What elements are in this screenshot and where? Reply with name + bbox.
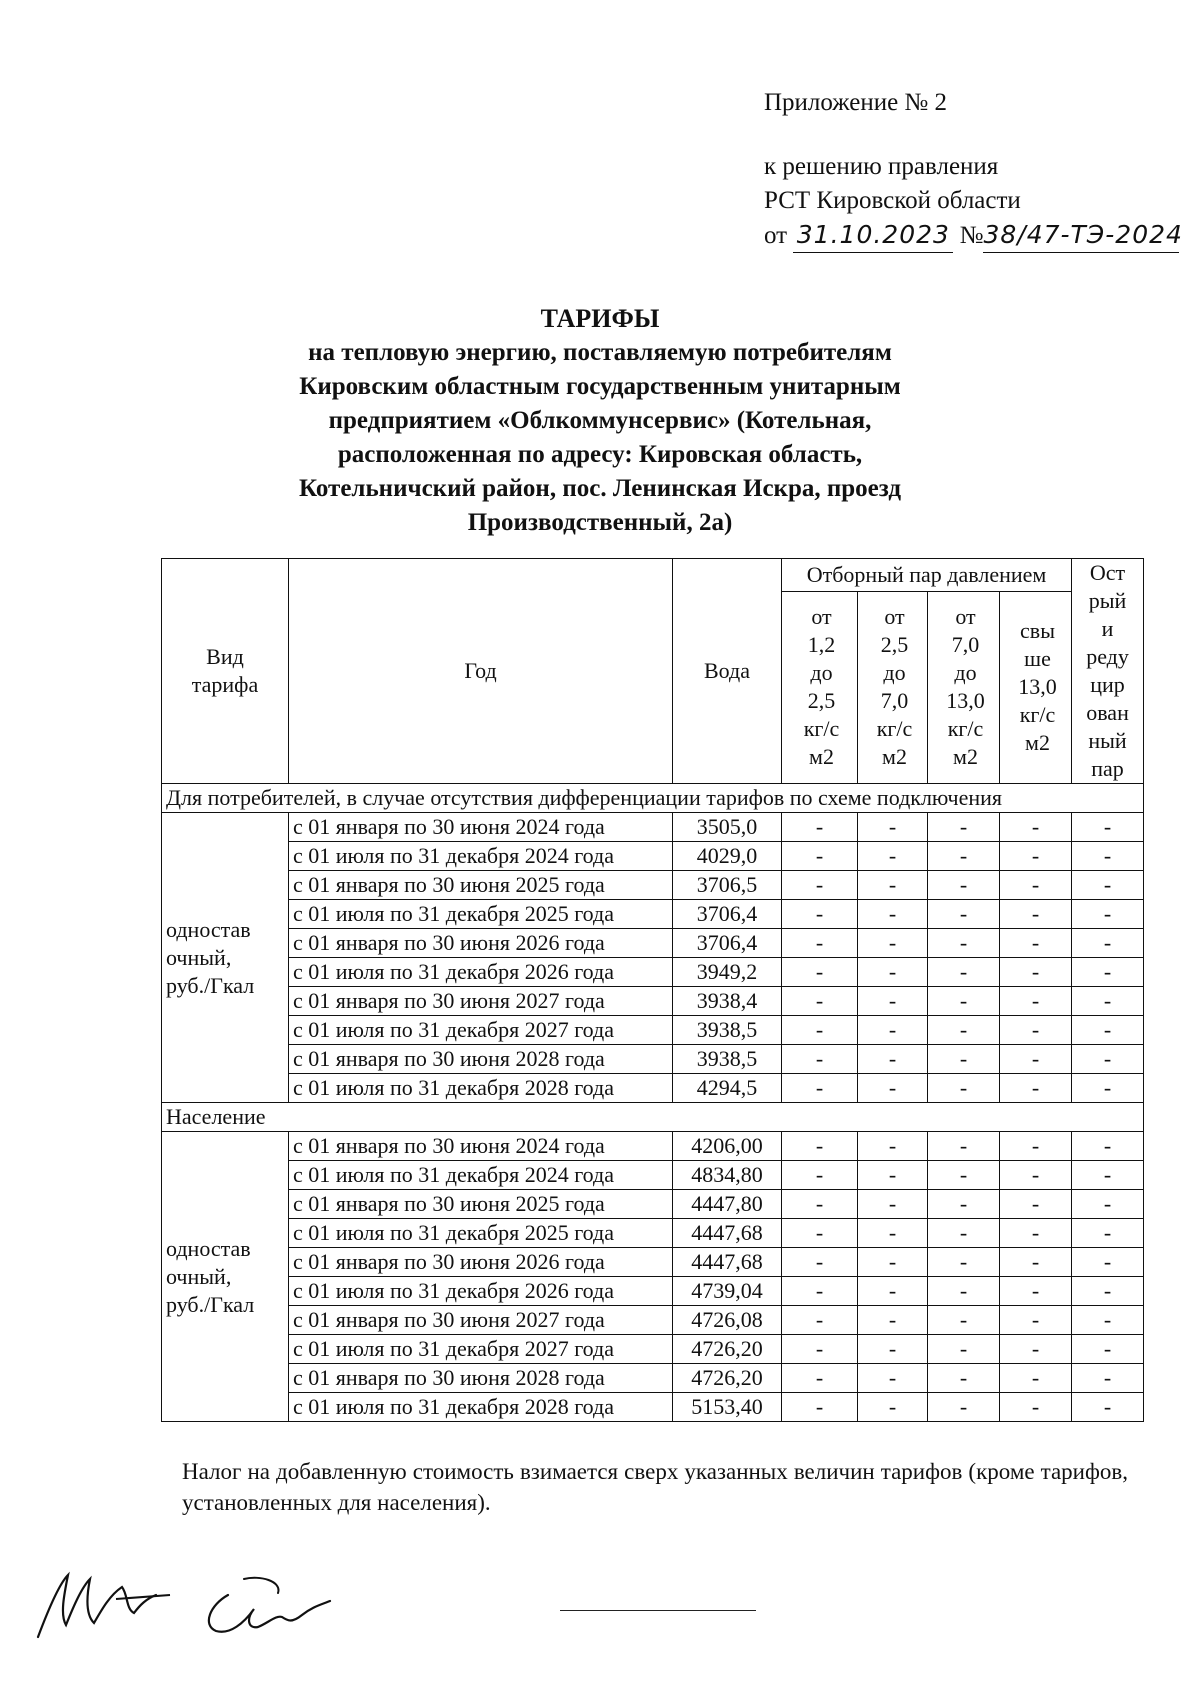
dash-cell: - bbox=[928, 871, 1000, 900]
dash-cell: - bbox=[1072, 1132, 1144, 1161]
period-cell: с 01 января по 30 июня 2027 года bbox=[289, 987, 673, 1016]
dash-cell: - bbox=[1000, 842, 1072, 871]
dash-cell: - bbox=[858, 813, 928, 842]
dash-cell: - bbox=[1072, 1161, 1144, 1190]
document-title bbox=[200, 302, 1000, 540]
dash-cell: - bbox=[928, 1277, 1000, 1306]
period-cell: с 01 июля по 31 декабря 2027 года bbox=[289, 1335, 673, 1364]
period-cell: с 01 января по 30 июня 2024 года bbox=[289, 1132, 673, 1161]
dash-cell: - bbox=[1072, 1016, 1144, 1045]
dash-cell: - bbox=[1072, 1393, 1144, 1422]
dash-cell: - bbox=[928, 958, 1000, 987]
dash-cell: - bbox=[1072, 1219, 1144, 1248]
water-value-cell: 5153,40 bbox=[673, 1393, 782, 1422]
dash-cell: - bbox=[1000, 1248, 1072, 1277]
dash-cell: - bbox=[1000, 1277, 1072, 1306]
dash-cell: - bbox=[858, 871, 928, 900]
number-prefix: № bbox=[959, 222, 984, 249]
table-row bbox=[162, 1074, 1144, 1103]
dash-cell: - bbox=[1072, 958, 1144, 987]
section-row bbox=[162, 784, 1144, 813]
dash-cell: - bbox=[858, 958, 928, 987]
header-year: Год bbox=[289, 559, 673, 784]
water-value-cell: 3706,4 bbox=[673, 900, 782, 929]
period-cell: с 01 июля по 31 декабря 2024 года bbox=[289, 842, 673, 871]
water-value-cell: 4447,68 bbox=[673, 1219, 782, 1248]
dash-cell: - bbox=[1000, 1074, 1072, 1103]
header-pressure-3: от 7,0 до 13,0 кг/с м2 bbox=[928, 591, 1000, 783]
dash-cell: - bbox=[858, 1045, 928, 1074]
title-line: предприятием «Облкоммунсервис» (Котельная, bbox=[328, 407, 872, 434]
dash-cell: - bbox=[928, 900, 1000, 929]
water-value-cell: 4447,68 bbox=[673, 1248, 782, 1277]
appendix-date-line bbox=[764, 218, 1183, 253]
table-row bbox=[162, 1277, 1144, 1306]
water-value-cell: 4739,04 bbox=[673, 1277, 782, 1306]
dash-cell: - bbox=[928, 1045, 1000, 1074]
dash-cell: - bbox=[782, 929, 858, 958]
dash-cell: - bbox=[1072, 1364, 1144, 1393]
dash-cell: - bbox=[858, 1161, 928, 1190]
dash-cell: - bbox=[858, 900, 928, 929]
signature-image bbox=[30, 1565, 350, 1645]
handwritten-date: 31.10.2023 bbox=[793, 218, 953, 253]
water-value-cell: 4834,80 bbox=[673, 1161, 782, 1190]
handwritten-number: 38/47-ТЭ-2024 bbox=[983, 218, 1179, 253]
period-cell: с 01 января по 30 июня 2026 года bbox=[289, 1248, 673, 1277]
table-row bbox=[162, 958, 1144, 987]
dash-cell: - bbox=[782, 1016, 858, 1045]
dash-cell: - bbox=[858, 929, 928, 958]
dash-cell: - bbox=[782, 1219, 858, 1248]
dash-cell: - bbox=[928, 1219, 1000, 1248]
header-steam-group: Отборный пар давлением bbox=[782, 559, 1072, 592]
dash-cell: - bbox=[782, 958, 858, 987]
dash-cell: - bbox=[782, 813, 858, 842]
dash-cell: - bbox=[1072, 1277, 1144, 1306]
water-value-cell: 4294,5 bbox=[673, 1074, 782, 1103]
dash-cell: - bbox=[1072, 1190, 1144, 1219]
dash-cell: - bbox=[928, 842, 1000, 871]
period-cell: с 01 июля по 31 декабря 2028 года bbox=[289, 1393, 673, 1422]
table-row bbox=[162, 1364, 1144, 1393]
period-cell: с 01 января по 30 июня 2027 года bbox=[289, 1306, 673, 1335]
dash-cell: - bbox=[1000, 929, 1072, 958]
dash-cell: - bbox=[928, 1393, 1000, 1422]
dash-cell: - bbox=[1000, 987, 1072, 1016]
period-cell: с 01 января по 30 июня 2028 года bbox=[289, 1364, 673, 1393]
section-row bbox=[162, 1103, 1144, 1132]
title-line: Производственный, 2а) bbox=[467, 509, 733, 536]
water-value-cell: 4726,20 bbox=[673, 1335, 782, 1364]
dash-cell: - bbox=[858, 1335, 928, 1364]
dash-cell: - bbox=[782, 1306, 858, 1335]
dash-cell: - bbox=[1000, 1335, 1072, 1364]
dash-cell: - bbox=[928, 987, 1000, 1016]
period-cell: с 01 июля по 31 декабря 2025 года bbox=[289, 900, 673, 929]
dash-cell: - bbox=[782, 842, 858, 871]
title-line: Кировским областным государственным унитарным bbox=[299, 373, 901, 400]
appendix-block bbox=[764, 86, 1183, 253]
dash-cell: - bbox=[928, 1364, 1000, 1393]
water-value-cell: 3938,5 bbox=[673, 1016, 782, 1045]
period-cell: с 01 января по 30 июня 2025 года bbox=[289, 871, 673, 900]
dash-cell: - bbox=[1000, 1306, 1072, 1335]
table-row bbox=[162, 1248, 1144, 1277]
dash-cell: - bbox=[858, 1277, 928, 1306]
dash-cell: - bbox=[1072, 1335, 1144, 1364]
dash-cell: - bbox=[858, 842, 928, 871]
period-cell: с 01 июля по 31 декабря 2026 года bbox=[289, 1277, 673, 1306]
period-cell: с 01 января по 30 июня 2024 года bbox=[289, 813, 673, 842]
table-row bbox=[162, 842, 1144, 871]
period-cell: с 01 июля по 31 декабря 2025 года bbox=[289, 1219, 673, 1248]
dash-cell: - bbox=[1000, 958, 1072, 987]
water-value-cell: 4726,20 bbox=[673, 1364, 782, 1393]
table-row bbox=[162, 1335, 1144, 1364]
dash-cell: - bbox=[1000, 1016, 1072, 1045]
table-row bbox=[162, 1132, 1144, 1161]
dash-cell: - bbox=[928, 1161, 1000, 1190]
dash-cell: - bbox=[782, 1393, 858, 1422]
header-pressure-1: от 1,2 до 2,5 кг/с м2 bbox=[782, 591, 858, 783]
dash-cell: - bbox=[1072, 929, 1144, 958]
dash-cell: - bbox=[858, 1364, 928, 1393]
appendix-number: Приложение № 2 bbox=[764, 89, 948, 116]
table-row bbox=[162, 987, 1144, 1016]
water-value-cell: 3505,0 bbox=[673, 813, 782, 842]
table-row bbox=[162, 929, 1144, 958]
dash-cell: - bbox=[782, 1045, 858, 1074]
dash-cell: - bbox=[1000, 1190, 1072, 1219]
dash-cell: - bbox=[928, 1190, 1000, 1219]
dash-cell: - bbox=[1000, 1393, 1072, 1422]
dash-cell: - bbox=[858, 1393, 928, 1422]
water-value-cell: 3706,4 bbox=[673, 929, 782, 958]
dash-cell: - bbox=[782, 1277, 858, 1306]
dash-cell: - bbox=[928, 1335, 1000, 1364]
dash-cell: - bbox=[928, 1132, 1000, 1161]
dash-cell: - bbox=[858, 1132, 928, 1161]
tariff-kind-cell: одностав очный, руб./Гкал bbox=[162, 813, 289, 1103]
water-value-cell: 3938,4 bbox=[673, 987, 782, 1016]
title-line: на тепловую энергию, поставляемую потребителям bbox=[308, 339, 892, 366]
dash-cell: - bbox=[1072, 900, 1144, 929]
dash-cell: - bbox=[1000, 1161, 1072, 1190]
dash-cell: - bbox=[1000, 1364, 1072, 1393]
title-heading: ТАРИФЫ bbox=[540, 304, 660, 333]
dash-cell: - bbox=[1072, 987, 1144, 1016]
title-line: расположенная по адресу: Кировская область, bbox=[337, 441, 863, 468]
table-row bbox=[162, 1045, 1144, 1074]
water-value-cell: 4726,08 bbox=[673, 1306, 782, 1335]
period-cell: с 01 января по 30 июня 2026 года bbox=[289, 929, 673, 958]
dash-cell: - bbox=[928, 1016, 1000, 1045]
dash-cell: - bbox=[782, 1074, 858, 1103]
header-kind: Вид тарифа bbox=[162, 559, 289, 784]
water-value-cell: 4447,80 bbox=[673, 1190, 782, 1219]
dash-cell: - bbox=[928, 929, 1000, 958]
dash-cell: - bbox=[1000, 1132, 1072, 1161]
table-row bbox=[162, 1306, 1144, 1335]
dash-cell: - bbox=[782, 871, 858, 900]
table-row bbox=[162, 1161, 1144, 1190]
dash-cell: - bbox=[782, 1132, 858, 1161]
dash-cell: - bbox=[858, 1219, 928, 1248]
dash-cell: - bbox=[858, 987, 928, 1016]
header-sharp-steam: Ост рый и реду цир ован ный пар bbox=[1072, 559, 1144, 784]
date-prefix: от bbox=[764, 222, 788, 249]
period-cell: с 01 января по 30 июня 2028 года bbox=[289, 1045, 673, 1074]
dash-cell: - bbox=[1072, 1045, 1144, 1074]
water-value-cell: 3706,5 bbox=[673, 871, 782, 900]
water-value-cell: 4029,0 bbox=[673, 842, 782, 871]
table-header-row bbox=[162, 559, 1144, 592]
dash-cell: - bbox=[858, 1016, 928, 1045]
table-row bbox=[162, 871, 1144, 900]
water-value-cell: 3949,2 bbox=[673, 958, 782, 987]
dash-cell: - bbox=[782, 1190, 858, 1219]
water-value-cell: 4206,00 bbox=[673, 1132, 782, 1161]
dash-cell: - bbox=[1000, 900, 1072, 929]
header-water: Вода bbox=[673, 559, 782, 784]
period-cell: с 01 июля по 31 декабря 2028 года bbox=[289, 1074, 673, 1103]
dash-cell: - bbox=[782, 900, 858, 929]
header-pressure-2: от 2,5 до 7,0 кг/с м2 bbox=[858, 591, 928, 783]
dash-cell: - bbox=[1000, 813, 1072, 842]
vat-note: Налог на добавленную стоимость взимается сверх указанных величин тарифов (кроме тарифов, установленных для населения). bbox=[182, 1459, 1128, 1515]
header-pressure-4: свы ше 13,0 кг/с м2 bbox=[1000, 591, 1072, 783]
dash-cell: - bbox=[1000, 1219, 1072, 1248]
dash-cell: - bbox=[1000, 871, 1072, 900]
dash-cell: - bbox=[782, 987, 858, 1016]
dash-cell: - bbox=[782, 1335, 858, 1364]
table-row bbox=[162, 1016, 1144, 1045]
section-label: Население bbox=[162, 1103, 1144, 1132]
dash-cell: - bbox=[858, 1306, 928, 1335]
tariff-table bbox=[161, 558, 1144, 1422]
dash-cell: - bbox=[782, 1364, 858, 1393]
appendix-decision: к решению правления bbox=[764, 153, 999, 180]
title-line: Котельничский район, пос. Ленинская Искра, проезд bbox=[298, 475, 901, 502]
period-cell: с 01 июля по 31 декабря 2026 года bbox=[289, 958, 673, 987]
dash-cell: - bbox=[858, 1074, 928, 1103]
dash-cell: - bbox=[1072, 1306, 1144, 1335]
period-cell: с 01 января по 30 июня 2025 года bbox=[289, 1190, 673, 1219]
dash-cell: - bbox=[1072, 813, 1144, 842]
table-row bbox=[162, 1393, 1144, 1422]
table-row bbox=[162, 1219, 1144, 1248]
dash-cell: - bbox=[928, 1306, 1000, 1335]
dash-cell: - bbox=[1072, 842, 1144, 871]
dash-cell: - bbox=[782, 1248, 858, 1277]
period-cell: с 01 июля по 31 декабря 2027 года bbox=[289, 1016, 673, 1045]
water-value-cell: 3938,5 bbox=[673, 1045, 782, 1074]
tariff-kind-cell: одностав очный, руб./Гкал bbox=[162, 1132, 289, 1422]
dash-cell: - bbox=[858, 1190, 928, 1219]
section-label: Для потребителей, в случае отсутствия дифференциации тарифов по схеме подключения bbox=[162, 784, 1144, 813]
appendix-authority: РСТ Кировской области bbox=[764, 187, 1021, 214]
signature-line bbox=[560, 1610, 756, 1611]
dash-cell: - bbox=[1072, 1248, 1144, 1277]
dash-cell: - bbox=[1000, 1045, 1072, 1074]
dash-cell: - bbox=[782, 1161, 858, 1190]
dash-cell: - bbox=[928, 813, 1000, 842]
period-cell: с 01 июля по 31 декабря 2024 года bbox=[289, 1161, 673, 1190]
dash-cell: - bbox=[858, 1248, 928, 1277]
dash-cell: - bbox=[928, 1248, 1000, 1277]
dash-cell: - bbox=[928, 1074, 1000, 1103]
dash-cell: - bbox=[1072, 1074, 1144, 1103]
table-row bbox=[162, 813, 1144, 842]
table-row bbox=[162, 1190, 1144, 1219]
dash-cell: - bbox=[1072, 871, 1144, 900]
table-row bbox=[162, 900, 1144, 929]
